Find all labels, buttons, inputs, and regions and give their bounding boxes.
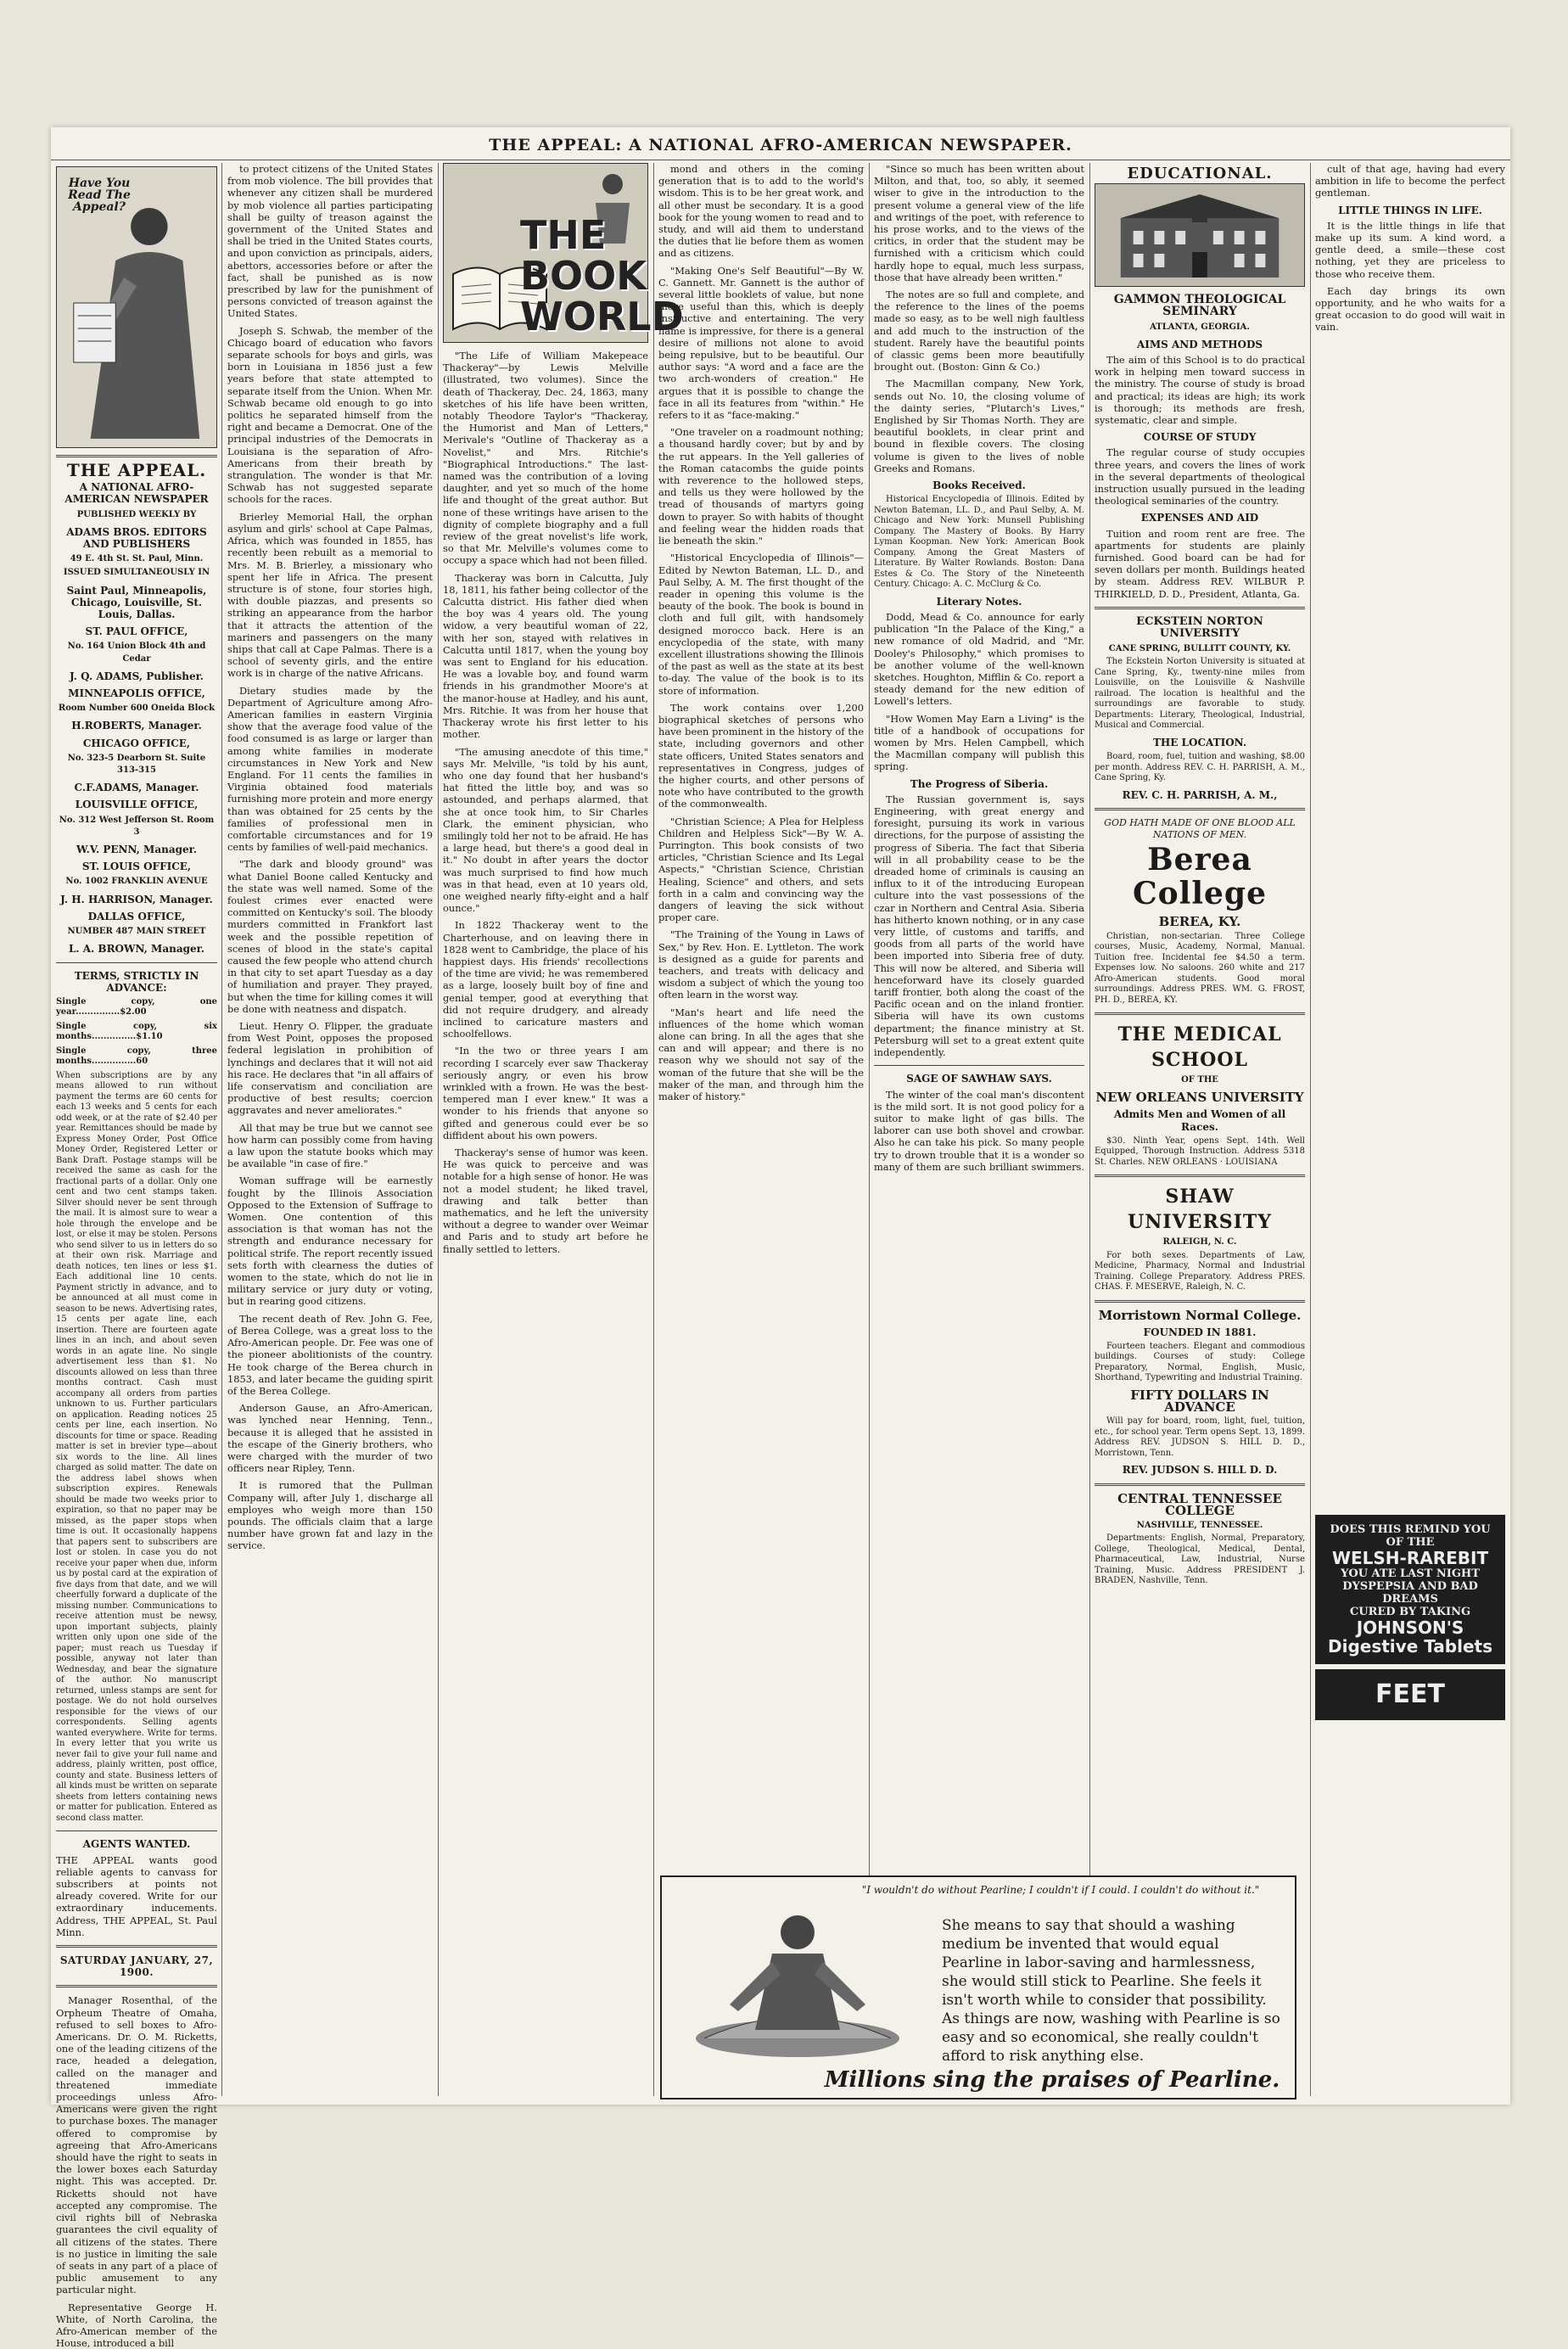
gammon-city: ATLANTA, GEORGIA.: [1150, 322, 1250, 332]
article-paragraph: Each day brings its own opportunity, and he who waits for a great occasion to do good will wait in vain.: [1315, 284, 1505, 334]
expenses-heading: EXPENSES AND AID: [1140, 512, 1259, 524]
editorial-paragraph: "The dark and bloody ground" was what Daniel Boone called Kentucky and the state was well named. Some of the foulest crimes ever enacted were committed on Kentucky's soil. The bloody murders committed in Frankfort last week and the possible repetition of scenes of blood in the state's capital caused the few people who attend church in that city to set apart Tuesday as a day of humiliation and prayer. They prayed, but when the time for killing comes it will be done with neatness and dispatch.: [227, 858, 433, 1015]
column-2: [227, 163, 433, 2096]
medical-university: NEW ORLEANS UNIVERSITY: [1095, 1090, 1304, 1106]
editorial-paragraph: to protect citizens of the United States from mob violence. The bill provides that whenever any citizen shall be murdered by mob violence all parties participating shall be guilty of treason against the government of the United States and shall be tried in the United States courts, and upon conviction as principals, aiders, abettors, accessories before or after the fact, shall be punished as is now prescribed by law for the punishment of persons convicted of treason against the United States.: [227, 163, 433, 320]
review-paragraph: "The amusing anecdote of this time," says Mr. Melville, "is told by his aunt, who one day found that her husband's hat fitted the little boy, and was so astounded, and perhaps alarmed, that she at once took him, to Sir Charles Clark, the eminent physician, who smilingly told her not to be afraid. He has a large head, but there's a good deal in it." No doubt in after years the doctor was much surprised to find how much was in that head, even at 10 years old, one weighed nearly fifty-eight and a half ounce.": [443, 745, 648, 915]
review-paragraph: "In the two or three years I am recording I scarcely ever saw Thackeray seriously angry, or even his brow wrinkled with a frown. He was the best-tempered man I ever knew." It was a wonder to his friends that anyone so gifted and generous could ever be so diffident about his own powers.: [443, 1045, 648, 1141]
publisher-address: 49 E. 4th St. St. Paul, Minn.: [70, 554, 204, 564]
aims-heading: AIMS AND METHODS: [1136, 338, 1263, 350]
divider: [1095, 1300, 1305, 1303]
divider: [1095, 808, 1305, 810]
divider: [1095, 1174, 1305, 1177]
pearline-quote: "I wouldn't do without Pearline; I couldn't if I could. I couldn't do without it.": [861, 1884, 1260, 1896]
course-text: The regular course of study occupies three years, and covers the lines of work in the several departments of theological instruction usually pursued in the leading theological seminaries of the country.: [1095, 446, 1305, 507]
review-paragraph: Thackeray's sense of humor was keen. He was quick to perceive and was notable for a high sense of honor. He was not a model student; he liked travel, drawing and talk better than mathematics, and he left the university without a degree to wander over Weimar and Paris and to study art before he finally settled to letters.: [443, 1146, 648, 1255]
newspaper-page: [51, 127, 1510, 2349]
agents-title: AGENTS WANTED.: [82, 1838, 191, 1851]
review-paragraph: The work contains over 1,200 biographical sketches of persons who have been prominent in the history of the state, including governors and other state officers, United States senators and representatives in Congress, judges of the higher courts, and other persons of note who have contributed to the growth of the commonwealth.: [658, 701, 864, 810]
masthead: THE APPEAL: A NATIONAL AFRO-AMERICAN NEWSPAPER.: [51, 136, 1510, 160]
shaw-location: RALEIGH, N. C.: [1162, 1237, 1237, 1247]
building-icon: [1095, 184, 1304, 286]
appeal-woman-illustration: [56, 166, 217, 448]
paper-title: THE APPEAL.: [66, 460, 207, 480]
aims-text: The aim of this School is to do practical work in helping men toward success in the ministry. The course of study is broad and practical; its ideas are high; its work is thorough; its methods are fresh, systematic, clear and simple.: [1095, 354, 1305, 427]
book-world-header: [443, 163, 684, 343]
fifty-dollars: FIFTY DOLLARS IN ADVANCE: [1130, 1387, 1269, 1416]
seminary-building-illustration: [1095, 183, 1305, 287]
terms-text: When subscriptions are by any means allowed to run without payment the terms are 60 cents for each 13 weeks and 5 cents for each odd week, or at the rate of $2.40 per year. Remittances should be made by Express Money Order, Post Office Money Order, Registered Letter or Bank Draft. Postage stamps will be received the same as cash for the fractional parts of a dollar. Only one cent and two cent stamps taken. Silver should never be sent through the mail. It is almost sure to wear a hole through the envelope and be lost, or else it may be stolen. Persons who send silver to us in letters do so at their own risk. Marriage and death notices, ten lines or less $1. Each additional line 10 cents. Payment strictly in advance, and to be announced at all must come in season to be news. Advertising rates, 15 cents per agate line, each insertion. There are fourteen agate lines in an inch, and about seven words in an agate line. No single advertisement less than $1. No discounts allowed on less than three months contract. Cash must accompany all orders from parties unknown to us. Further particulars on application. Reading notices 25 cents per line, each insertion. No discounts for time or space. Reading matter is set in brevier type—about six words to the line. All lines charged as solid matter. The date on the address label shows when subscription expires. Renewals should be made two weeks prior to expiration, so that no paper may be missed, as the paper stops when time is out. It occasionally happens that papers sent to subscribers are lost or stolen. In case you do not receive your paper when due, inform us by postal card at the expiration of five days from that date, and we will cheerfully forward a duplicate of the missing number. Communications to receive attention must be newsy, upon important subjects, plainly written only upon one side of the paper; must reach us Tuesday if possible, anyway not later than Wednesday, and bear the signature of the author. No manuscript returned, unless stamps are sent for postage. We do not hold ourselves responsible for the views of our correspondents. Selling agents wanted everywhere. Write for terms. In every letter that you write us never fail to give your full name and address, plainly written, post office, county and state. Business letters of all kinds must be written on separate sheets from letters containing news or matter for publication. Entered as second class matter.: [56, 1070, 217, 1823]
section-heading: The Progress of Siberia.: [910, 777, 1049, 790]
eckstein-title: ECKSTEIN NORTON UNIVERSITY: [1136, 614, 1263, 641]
section-heading: LITTLE THINGS IN LIFE.: [1338, 204, 1482, 216]
editorial-paragraph: Woman suffrage will be earnestly fought by the Illinois Association Opposed to the Extension of Suffrage to Women. One contention of this association is that woman has not the strength and endurance necessary for political strife. The report recently issued sets forth with clearness the duties of women to the state, which do not lie in military service or jury duty or voting, but in rearing good citizens.: [227, 1174, 433, 1308]
column-5: [874, 163, 1084, 1867]
paper-subtitle: A NATIONAL AFRO-AMERICAN NEWSPAPER: [64, 481, 209, 506]
medical-title: THE MEDICAL SCHOOL: [1117, 1023, 1282, 1071]
column-rule: [221, 163, 222, 2096]
article-paragraph: "Since so much has been written about Milton, and that, too, so ably, it seemed wiser to give in the introduction to the present volume a general view of the life and writings of the poet, with reference to his prose works, and to the views of the critics, in order that the student may be furnished with a criticism which could hardly hope to equal, much less surpass, those that have already been written.": [874, 163, 1084, 283]
column-1: [56, 163, 217, 2349]
editorial-paragraph: All that may be true but we cannot see how harm can possibly come from having a law upon the statute books which may be available "in case of fire.": [227, 1121, 433, 1170]
central-location: NASHVILLE, TENNESSEE.: [1136, 1520, 1263, 1530]
divider: [56, 455, 217, 457]
central-text: Departments: English, Normal, Preparatory, College, Theological, Medical, Dental, Pharmaceutical, Law, Industrial, Nurse Training, Music. Address PRESIDENT J. BRADEN, Nashville, Tenn.: [1095, 1533, 1305, 1586]
review-paragraph: "The Life of William Makepeace Thackeray"—by Lewis Melville (illustrated, two volumes). Since the death of Thackeray, Dec. 24, 1863, many sketches of his life have been written, notably Theodore Taylor's "Thackeray, the Humorist and Man of Letters," Merivale's "Outline of Thackeray as a Novelist," and Mrs. Ritchie's "Biographical Introductions." The last-named was the contribution of a loving daughter, and yet so much of the home life and thought of the great author. But none of these writings have arisen to the dignity of complete biography and a full review of the great novelist's life work, so that Mr. Melville's volumes come to occupy a space which had not been filled.: [443, 350, 648, 567]
divider: [56, 962, 217, 963]
cut-caption: Have You Read The Appeal?: [68, 177, 131, 215]
office-item: CHICAGO OFFICE, No. 323-5 Dearborn St. Suite 313-315 C.F.ADAMS, Manager.: [67, 737, 206, 794]
divider: [1095, 607, 1305, 609]
divider: [1095, 1483, 1305, 1486]
article-paragraph: The Russian government is, says Engineering, with great energy and foresight, pursuing its work in various directions, for the purpose of assisting the progress of Siberia. The fact that Siberia will in all probability cease to be the dreaded home of criminals is causing an influx to it of the introducing European culture into the vast possessions of the czar in Northern and Central Asia. Siberia has hitherto known nothing, or in any case very little, of customs and tariffs, and goods from all parts of the world have been imported into Siberia free of duty. This will now be altered, and Siberia will henceforward have its closely guarded tariff frontier, both along the coast of the Pacific ocean and on the inland frontier. Siberia will have its own customs department; the finance ministry at St. Petersburg will set to a great extent quite independently.: [874, 793, 1084, 1059]
issued-label: ISSUED SIMULTANEOUSLY IN: [63, 568, 210, 578]
johnsons-tablets-ad: DOES THIS REMIND YOU OF THE WELSH-RAREBIT YOU ATE LAST NIGHT DYSPEPSIA AND BAD DREAMS CURED BY TAKING JOHNSON'S Digestive Tablets: [1315, 1515, 1505, 1664]
course-heading: COURSE OF STUDY: [1143, 431, 1257, 444]
expenses-text: Tuition and room rent are free. The apartments for students are plainly furnished. Good board can be had for seven dollars per month. Buildings heated by steam. Address REV. WILBUR P. THIRKIELD, D. D., President, Atlanta, Ga.: [1095, 527, 1305, 600]
news-item: Representative George H. White, of North Carolina, the Afro-American member of the House, introduced a bill: [56, 2301, 217, 2349]
issue-date: SATURDAY JANUARY, 27, 1900.: [59, 1954, 214, 1979]
review-paragraph: "Historical Encyclopedia of Illinois"—Edited by Newton Bateman, LL. D., and Paul Selby, A. M. The first thought of the reader in opening this volume is the beauty of the book. The book is bound in cloth and full gilt, with handsomely designed morocco back. Here is an encyclopedia of the state, with many excellent illustrations showing the Illinois of the past as well as the state at its best to-day. The value of the book is to its store of information.: [658, 552, 864, 697]
column-rule: [1089, 163, 1090, 2096]
review-paragraph: "Christian Science; A Plea for Helpless Children and Helpless Sick"—By W. A. Purrington. This book consists of two articles, "Christian Science and Its Legal Aspects," "Christian Science, Christian Healing, Science" and others, and sets forth in a calm and convincing way the dangers of leaving the sick without proper care.: [658, 815, 864, 924]
divider: [874, 1065, 1084, 1066]
editorial-paragraph: It is rumored that the Pullman Company will, after July 1, discharge all employes who weigh more than 150 pounds. The officials claim that a large number have grown fat and lazy in the service.: [227, 1479, 433, 1552]
column-7: [1315, 163, 1505, 2096]
publishers: ADAMS BROS. EDITORS AND PUBLISHERS: [66, 525, 207, 551]
section-heading: Literary Notes.: [936, 595, 1022, 608]
shaw-title: SHAW UNIVERSITY: [1128, 1186, 1272, 1234]
editorial-paragraph: Brierley Memorial Hall, the orphan asylum and girls' school at Cape Palmas, Africa, which was founded in 1855, has recently been rebuilt as a memorial to Mrs. M. B. Brierley, a missionary who spent her life in Africa. The present structure is of stone, four stories high, with double piazzas, and presents so striking an appearance from the harbor that it attracts the attention of the mariners and passengers on the many ships that call at Cape Palmas. There is a school of seventy girls, and the entire work is in charge of the native Africans.: [227, 510, 433, 680]
column-rule: [869, 163, 870, 2096]
hill-signature: REV. JUDSON S. HILL D. D.: [1122, 1464, 1278, 1477]
article-paragraph: The Macmillan company, New York, sends out No. 10, the closing volume of the dainty series, "Plutarch's Lives," Englished by Sir Thomas North. They are beautiful booklets, in clear print and bound in flexible covers. The closing volume is given to the lives of noble Greeks and Romans.: [874, 378, 1084, 474]
editorial-paragraph: Anderson Gause, an Afro-American, was lynched near Henning, Tenn., because it is alleged that he assisted in the escape of the Gineriy brothers, who were charged with the murder of two officers near Ripley, Tenn.: [227, 1402, 433, 1475]
divider: [56, 1945, 217, 1948]
issued-cities: Saint Paul, Minneapolis, Chicago, Louisville, St. Louis, Dallas.: [66, 584, 207, 621]
review-paragraph: "The Training of the Young in Laws of Sex," by Rev. Hon. E. Lyttleton. The work is designed as a guide for parents and teachers, and treats with delicacy and wisdom a subject of which the young too often learn in the worst way.: [658, 928, 864, 1001]
location-text: Board, room, fuel, tuition and washing, $8.00 per month. Address REV. C. H. PARRISH, A. M., Cane Spring, Ky.: [1095, 752, 1305, 783]
feet-ad: FEET: [1315, 1669, 1505, 1720]
parrish-signature: REV. C. H. PARRISH, A. M.,: [1122, 788, 1278, 801]
gammon-title: GAMMON THEOLOGICAL SEMINARY: [1113, 293, 1286, 319]
central-title: CENTRAL TENNESSEE COLLEGE: [1117, 1490, 1282, 1518]
article-paragraph: cult of that age, having had every ambition in life to become the perfect gentleman.: [1315, 163, 1505, 199]
medical-text: $30. Ninth Year, opens Sept. 14th. Well Equipped, Thorough Instruction. Address 5318 St. Charles. NEW ORLEANS · LOUISIANA: [1095, 1135, 1305, 1167]
column-rule: [1310, 163, 1311, 2096]
morristown-founded: FOUNDED IN 1881.: [1143, 1326, 1257, 1338]
morristown-title: Morristown Normal College.: [1098, 1307, 1302, 1323]
office-list: [56, 625, 217, 955]
washerwoman-icon: [670, 1894, 925, 2064]
article-paragraph: The notes are so full and complete, and the reference to the lines of the poems made so easy, as to be well nigh faultless and add much to the instruction of the student. Rarely have the beautiful points of classic gems been more beautifully brought out. (Boston: Ginn & Co.): [874, 289, 1084, 373]
column-3: [443, 163, 684, 2096]
published-by: PUBLISHED WEEKLY BY: [76, 509, 197, 519]
article-paragraph: Dodd, Mead & Co. announce for early publication "In the Palace of the King," a new romance of old Madrid, and "Mr. Dooley's Philosophy," which promises to be another volume of the well-known sketches. Houghton, Mifflin & Co. report a steady demand for the new edition of Lowell's letters.: [874, 610, 1084, 708]
office-item: DALLAS OFFICE, NUMBER 487 MAIN STREET L. A. BROWN, Manager.: [67, 910, 206, 956]
berea-text: Christian, non-sectarian. Three College courses, Music, Academy, Normal, Manual. Tuition free. Incidental fee $4.50 a term. Expenses low. No saloons. 260 white and 217 Afro-American students. Good moral surroundings. Address PRES. WM. G. FROST, PH. D., BEREA, KY.: [1095, 931, 1305, 1005]
office-item: MINNEAPOLIS OFFICE, Room Number 600 Oneida Block H.ROBERTS, Manager.: [58, 687, 216, 732]
pearline-ad: [660, 1875, 1296, 2100]
section-heading: Books Received.: [932, 479, 1026, 492]
shaw-text: For both sexes. Departments of Law, Medicine, Pharmacy, Normal and Industrial Training. College Preparatory. Address PRES. CHAS. F. MESERVE, Raleigh, N. C.: [1095, 1250, 1305, 1292]
pearline-slogan: Millions sing the praises of Pearline.: [824, 2067, 1280, 2093]
editorial-paragraph: Lieut. Henry O. Flipper, the graduate from West Point, opposes the proposed federal legislation in prohibition of lynchings and declares that it will not aid his race. He declares that "in all affairs of life conservatism and conciliation are productive of best results; coercion aggravates and never ameliorates.": [227, 1020, 433, 1117]
news-item: Manager Rosenthal, of the Orpheum Theatre of Omaha, refused to sell boxes to Afro-Americans. Dr. O. M. Ricketts, one of the leading citizens of the race, headed a delegation, called on the manager and threatened immediate proceedings unless Afro-Americans were given the right to purchase boxes. The manager offered to compromise by agreeing that Afro-Americans should have the right to seats in the lower boxes each Saturday night. This was accepted. Dr. Ricketts should not have accepted any compromise. The civil rights bill of Nebraska guarantees the civil equality of all citizens of the states. There is no justice in limiting the sale of seats in any part of a place of public amusement to any particular night.: [56, 1994, 217, 2296]
article-paragraph: "How Women May Earn a Living" is the title of a handbook of occupations for women by Mrs. Helen Campbell, which the Macmillan company will publish this spring.: [874, 712, 1084, 773]
review-paragraph: In 1822 Thackeray went to the Charterhouse, and on leaving there in 1828 went to Cambridge, the place of his happiest days. His friends' recollections of the time are vivid; he was remembered as a large, loosely built boy of fine and genial temper, good at everything that did not require drudgery, and already inclined to caricature masters and schoolfellows.: [443, 919, 648, 1040]
editorial-paragraph: Dietary studies made by the Department of Agriculture among Afro-American families in eastern Virginia show that the average food value of the food consumed is as large or larger than among white families in moderate circumstances in New York and New England. For 11 cents the families in Virginia obtained food materials furnishing more protein and more energy than was obtained for 25 cents by the families of professional men in comfortable circumstances and for 19 cents by families of well-paid mechanics.: [227, 684, 433, 854]
eckstein-text: The Eckstein Norton University is situated at Cane Spring, Ky., twenty-nine miles from Louisville, on the Louisville & Nashville railroad. The location is healthful and the surroundings are favorable to study. Departments: Literary, Theological, Industrial, Musical and Commercial.: [1095, 657, 1305, 731]
review-paragraph: "Making One's Self Beautiful"—By W. C. Gannett. Mr. Gannett is the author of several little booklets of value, but none more useful than this, which is deeply instructive and entertaining. The very name is impressive, for there is a general desire of millions not alone to avoid being repulsive, but to be beautiful. Our author says: "A word and a face are the two arch-wonders of creation." He argues that it is possible to change the face in all its features from "within." He refers to it as "face-making.": [658, 264, 864, 422]
location-heading: THE LOCATION.: [1152, 736, 1247, 748]
article-paragraph: It is the little things in life that make up its sum. A kind word, a gentle deed, a smile—these cost nothing, yet they are priceless to those who receive them.: [1315, 219, 1505, 280]
review-paragraph: Thackeray was born in Calcutta, July 18, 1811, his father being collector of the Calcutta district. His father died when the boy was 4 years old. The young widow, a very beautiful woman of 22, with her son, stayed with relatives in Calcutta until 1817, when the young boy was sent to England for his education. He was a lovable boy, and found warm friends in his grandmother Moore's at the manor-house at Hadley, and his aunt, Mrs. Ritchie. It was from her house that Thackeray wrote his first letter to his mother.: [443, 571, 648, 741]
fifty-text: Will pay for board, room, light, fuel, tuition, etc., for school year. Term opens Sept. 13, 1899. Address REV. JUDSON S. HILL D. D., Morristown, Tenn.: [1095, 1416, 1305, 1458]
column-4: [658, 163, 864, 1867]
editorial-paragraph: Joseph S. Schwab, the member of the Chicago board of education who favors separate schools for boys and girls, was born in Louisiana in 1856 just a few years before that state attempted to separate itself from the Union. When Mr. Schwab became old enough to go into politics he separated himself from the right and became a Democrat. One of the principal industries of the Democrats in Louisiana is the separation of Afro-Americans from their breath by strangulation. The wonder is that Mr. Schwab has not suggested separate schools for the races.: [227, 324, 433, 506]
column-6: [1095, 163, 1305, 2096]
review-paragraph: "One traveler on a roadmount nothing; a thousand hardly cover; but by and by the rut appears. In the Yell galleries of the Roman catacombs the guide points with reverence to the hollowed steps, and tells us they were hollowed by the tread of thousands of martyrs going down to prayer. So with habits of thought and feeling wear the hidden roads that lie beneath the skin.": [658, 426, 864, 547]
spacer: [1315, 339, 1505, 1510]
office-item: ST. LOUIS OFFICE, No. 1002 FRANKLIN AVENUE J. H. HARRISON, Manager.: [60, 861, 213, 905]
office-item: ST. PAUL OFFICE, No. 164 Union Block 4th and Cedar J. Q. ADAMS, Publisher.: [67, 625, 206, 682]
eckstein-location: CANE SPRING, BULLITT COUNTY, KY.: [1108, 644, 1291, 654]
column-rule: [653, 163, 654, 2096]
article-paragraph: Historical Encyclopedia of Illinois. Edited by Newton Bateman, LL. D., and Paul Selby, A. M. Chicago and New York: Munsell Publishing Company. The Mastery of Books. By Harry Lyman Koopman. New York: American Book Company. Among the Great Masters of Literature. By Walter Rowlands. Boston: Dana Estes & Co. The Story of the Nineteenth Century. Chicago: A. C. McClurg & Co.: [874, 495, 1084, 590]
divider: [56, 1985, 217, 1987]
medical-of: OF THE: [1181, 1075, 1218, 1085]
section-heading: SAGE OF SAWHAW SAYS.: [906, 1073, 1052, 1085]
pearline-body: She means to say that should a washing medium be invented that would equal Pearline in labor-saving and harmlessness, she would still stick to Pearline. She feels it isn't worth while to consider that possibility. As things are now, washing with Pearline is so easy and so economical, she really couldn't afford to risk anything else.: [942, 1917, 1280, 2065]
agents-text: THE APPEAL wants good reliable agents to canvass for subscribers at points not already covered. Write for our extraordinary inducements. Address, THE APPEAL, St. Paul Minn.: [56, 1853, 217, 1938]
medical-subtitle: Admits Men and Women of all Races.: [1113, 1108, 1286, 1133]
editorial-paragraph: The recent death of Rev. John G. Fee, of Berea College, was a great loss to the Afro-American people. Dr. Fee was one of the pioneer abolitionists of the country. He took charge of the Berea church in 1853, and later became the guiding spirit of the Berea College.: [227, 1312, 433, 1397]
morristown-text: Fourteen teachers. Elegant and commodious buildings. Courses of study: College Preparatory, Normal, English, Music, Shorthand, Typewriting and Industrial Training.: [1095, 1341, 1305, 1383]
berea-title: Berea College: [1133, 842, 1267, 912]
berea-motto: GOD HATH MADE OF ONE BLOOD ALL NATIONS OF MEN.: [1104, 816, 1296, 841]
terms-title: TERMS, STRICTLY IN ADVANCE:: [74, 969, 199, 994]
divider: [1095, 1012, 1305, 1015]
divider: [56, 1830, 217, 1831]
book-world-title: THE BOOK WORLD: [520, 212, 684, 339]
educational-header: EDUCATIONAL.: [1127, 165, 1273, 182]
office-item: LOUISVILLE OFFICE, No. 312 West Jefferson St. Room 3 W.V. PENN, Manager.: [59, 799, 215, 856]
review-paragraph: mond and others in the coming generation that is to add to the world's wisdom. This is to be her great work, and all other must be secondary. It is a good book for the young women to read and to study, and will aid them to understand the duties that lie before them as women and as citizens.: [658, 163, 864, 260]
berea-location: BEREA, KY.: [1158, 914, 1241, 930]
review-paragraph: "Man's heart and life need the influences of the home which woman alone can bring. In all the ages that she can and will appear; and there is no reason why we should not say of the woman of the future that she will be the maker of the man, and through him the maker of history.": [658, 1006, 864, 1103]
article-paragraph: The winter of the coal man's discontent is the mild sort. It is not good policy for a suitor to make light of gas bills. The laborer can use both shovel and crowbar. Also he can take his pick. So many people try to drown trouble that it is a wonder so many of them are such brilliant swimmers.: [874, 1088, 1084, 1173]
terms-list: Single copy, one year...............$2.00 Single copy, six months...............$1.10 Single copy, three months...............60: [56, 996, 217, 1067]
column-rule: [438, 163, 439, 2096]
